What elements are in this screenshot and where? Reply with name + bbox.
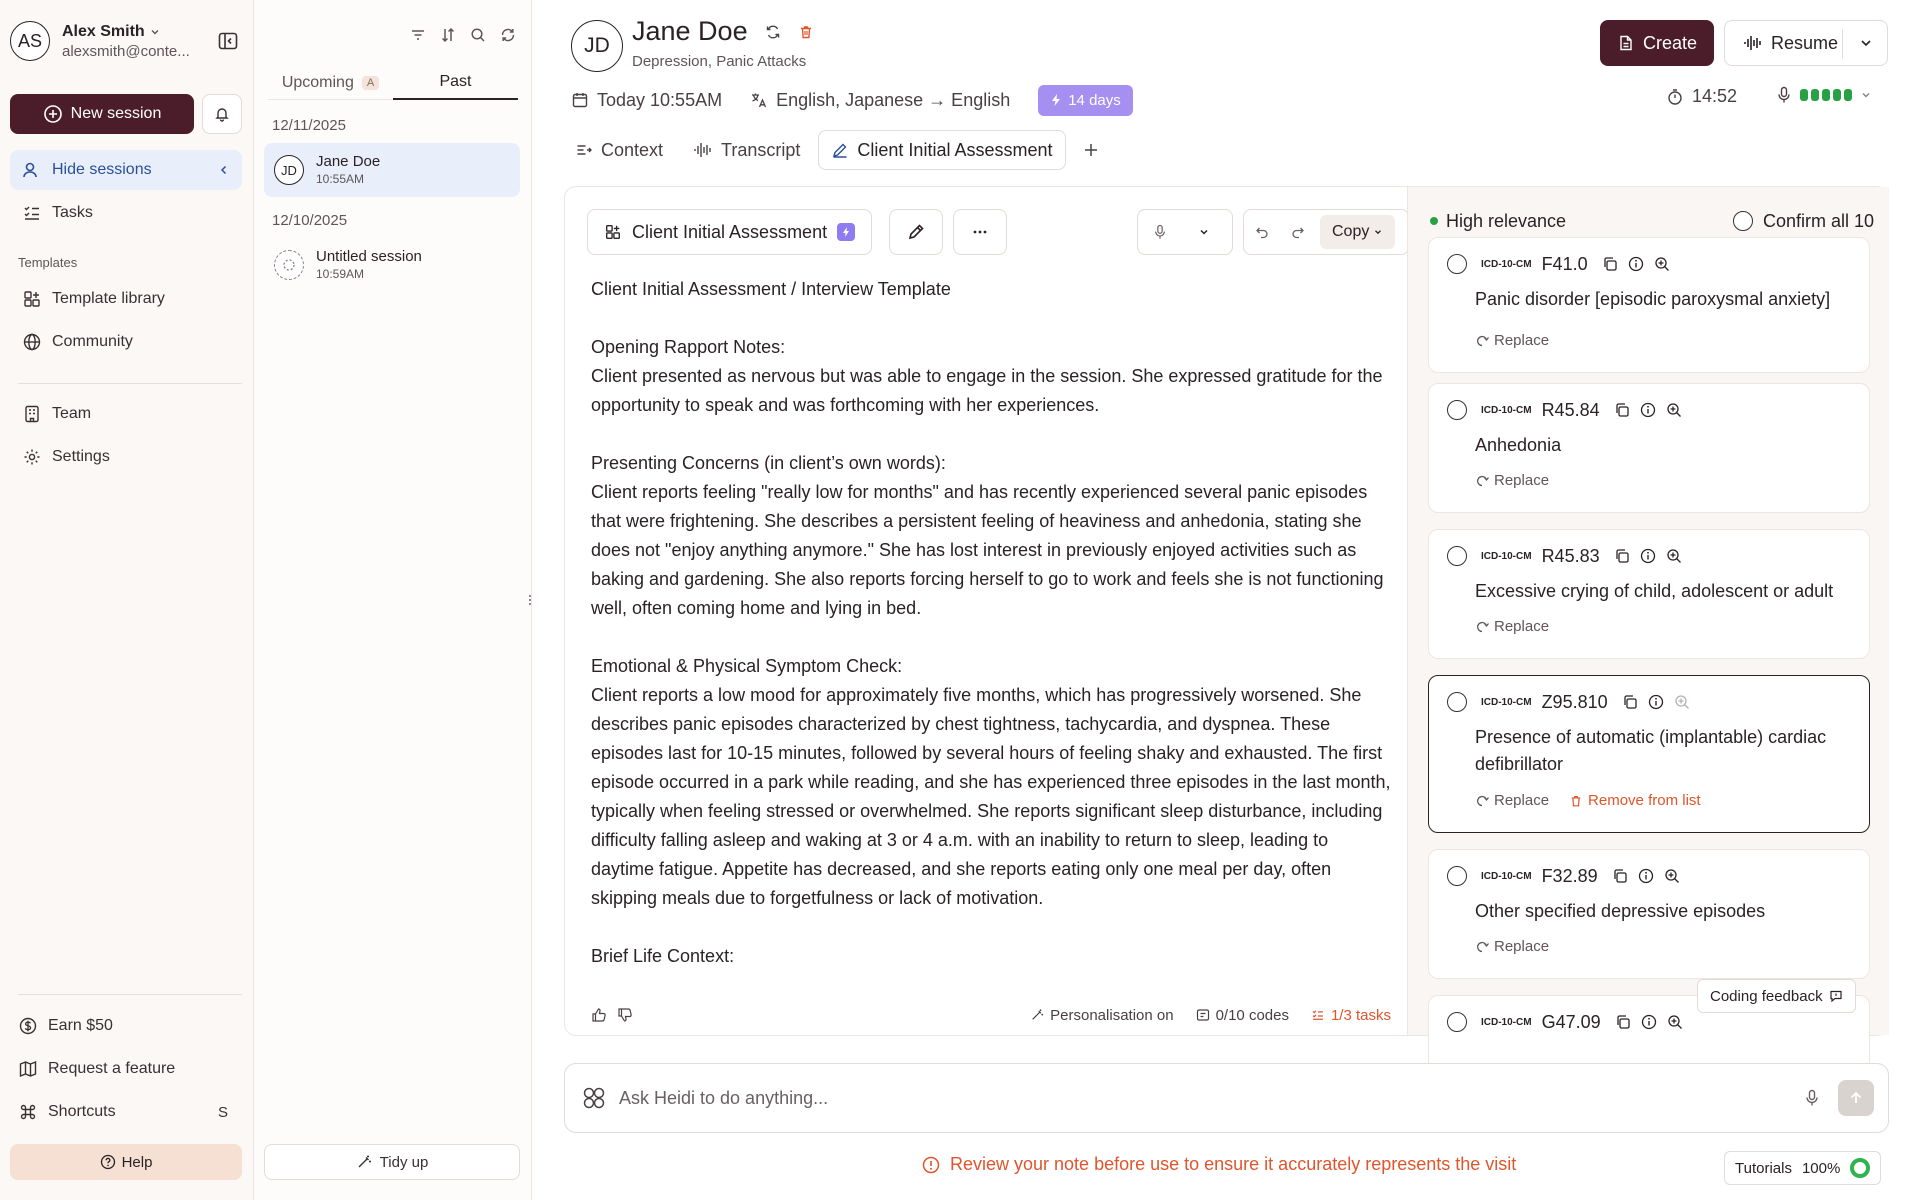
audio-waveform-icon	[1743, 34, 1763, 52]
ellipsis-icon	[970, 222, 990, 242]
session-languages-text: English, Japanese → English	[776, 89, 1011, 110]
history-copy-group	[1243, 209, 1409, 255]
note-paragraph: Emotional & Physical Symptom Check: Client reports a low mood for approximately five months, which has progressively worsened. She describes panic episodes characterized by chest tightness, tachycardia, and dyspnea. These episodes last for 10-15 minutes, followed by several hours of feeling shaky and exhausted. The first episode occurred in a park while reading, and she has experienced three episodes in the last month, typically when feeling stressed or overwhelmed. She reports significant sleep disturbance, including difficulty falling asleep and waking at 3 or 4 a.m. with an inability to return to sleep, leading to daytime fatigue. Appetite has decreased, and she reports eating only one meal per day, often skipping meals due to forgetfulness or lack of motivation.	[591, 656, 1391, 908]
upcoming-count-badge: A	[362, 76, 379, 90]
codes-count[interactable]	[1196, 1007, 1289, 1024]
zoom-in-icon[interactable]	[1666, 548, 1682, 564]
chevron-down-icon	[149, 26, 161, 38]
copy-label: Copy	[1332, 223, 1370, 240]
replace-icon	[1475, 334, 1489, 348]
user-name	[62, 22, 208, 42]
session-text	[316, 248, 422, 282]
info-icon[interactable]	[1641, 1014, 1657, 1030]
editor-card	[564, 186, 1889, 1036]
trial-days-text: 14 days	[1068, 91, 1121, 109]
tutorials-label: Tutorials	[1735, 1159, 1792, 1177]
command-icon	[18, 1102, 38, 1122]
edit-note-button[interactable]	[889, 209, 943, 255]
tutorials-progress: 100%	[1801, 1159, 1841, 1177]
code-actions	[1475, 938, 1549, 955]
tab-context-label: Context	[601, 139, 664, 160]
split-divider	[1842, 29, 1843, 59]
sidebar-item-earn[interactable]	[10, 1006, 242, 1046]
code-card	[1428, 383, 1870, 513]
checkbox	[1733, 211, 1753, 231]
replace-label: Replace	[1494, 332, 1550, 349]
zoom-in-icon[interactable]	[1654, 256, 1670, 272]
patient-name[interactable]: Jane Doe	[632, 16, 748, 46]
chevron-left-icon	[218, 164, 230, 176]
magic-wand-icon	[356, 1154, 372, 1170]
code-card	[1428, 237, 1870, 373]
code-value: R45.83	[1541, 545, 1600, 566]
pencil-icon	[906, 222, 926, 242]
user-name-text: Alex Smith	[62, 22, 145, 40]
arrow-up-icon	[1848, 1090, 1864, 1106]
chevron-down-icon	[1198, 226, 1210, 238]
code-description: Other specified depressive episodes	[1475, 901, 1766, 921]
sidebar-item-label: Template library	[52, 290, 165, 307]
tab-transcript[interactable]	[681, 130, 812, 170]
copy-button[interactable]	[1320, 215, 1395, 249]
message-icon	[1829, 989, 1843, 1003]
sidebar-item-hide-sessions[interactable]	[10, 150, 242, 190]
task-list-icon	[1311, 1008, 1325, 1022]
left-sidebar	[0, 0, 254, 1200]
info-icon[interactable]	[1628, 256, 1644, 272]
info-icon[interactable]	[1640, 402, 1656, 418]
tasks-count-text: 1/3 tasks	[1330, 1006, 1391, 1024]
tab-assessment-label: Client Initial Assessment	[857, 139, 1053, 160]
session-toolbar	[409, 26, 517, 44]
dollar-circle-icon	[18, 1016, 38, 1036]
search-icon[interactable]	[469, 26, 487, 44]
shortcut-key: S	[217, 1103, 228, 1121]
sidebar-divider	[18, 383, 242, 384]
ask-bar	[564, 1063, 1889, 1133]
session-date-text: Today 10:55AM	[597, 89, 723, 110]
replace-icon	[1475, 940, 1489, 954]
undo-button[interactable]	[1244, 210, 1280, 254]
patient-avatar: JD	[571, 20, 623, 72]
patient-conditions: Depression, Panic Attacks	[632, 53, 807, 70]
template-selector-button[interactable]	[587, 209, 872, 255]
review-warning	[922, 1154, 1516, 1175]
code-header	[1447, 1010, 1683, 1034]
templates-section-label: Templates	[18, 255, 78, 270]
code-actions	[1475, 472, 1549, 489]
chevron-down-icon	[1860, 89, 1872, 101]
translate-icon	[750, 91, 768, 109]
tidy-up-button[interactable]	[264, 1144, 520, 1180]
swap-patient-icon[interactable]	[764, 23, 782, 41]
tab-upcoming[interactable]	[268, 66, 393, 99]
session-meta-row	[571, 82, 1133, 118]
plus-icon	[1082, 141, 1100, 159]
dictate-group	[1137, 209, 1233, 255]
microphone-icon	[1153, 224, 1167, 240]
template-library-icon	[604, 223, 622, 241]
note-paragraph: Brief Life Context:	[591, 946, 735, 966]
copy-icon[interactable]	[1622, 694, 1638, 710]
code-system: ICD-10-CM	[1481, 258, 1532, 270]
timer-text: 14:52	[1692, 86, 1738, 106]
note-footer-status	[1030, 1007, 1391, 1024]
session-tabs	[268, 66, 518, 100]
replace-button[interactable]	[1475, 618, 1549, 635]
code-description: Presence of automatic (implantable) cardiac defibrillator	[1475, 727, 1827, 774]
session-time: 10:59AM	[316, 267, 365, 281]
gear-icon	[22, 447, 42, 467]
session-date[interactable]	[571, 90, 722, 111]
session-date-label: 12/11/2025	[272, 117, 346, 134]
audio-waveform-icon	[693, 141, 713, 159]
tab-past[interactable]	[393, 66, 518, 100]
sidebar-item-label: Request a feature	[48, 1060, 176, 1077]
note-paragraph: Opening Rapport Notes: Client presented as nervous but was able to engage in the session. She expressed gratitude for the opportunity to speak and was forthcoming with her experiences.	[591, 337, 1383, 415]
code-description: Anhedonia	[1475, 435, 1562, 455]
code-checkbox[interactable]	[1447, 692, 1467, 712]
replace-button[interactable]	[1475, 792, 1549, 809]
sessions-panel	[254, 0, 532, 1200]
code-value: G47.09	[1541, 1011, 1601, 1032]
code-card-selected	[1428, 675, 1870, 833]
question-circle-icon	[100, 1154, 116, 1170]
review-warning-text: Review your note before use to ensure it accurately represents the visit	[950, 1154, 1517, 1174]
sidebar-item-label: Tasks	[52, 204, 93, 221]
code-actions	[1475, 332, 1549, 349]
session-title: Jane Doe	[316, 153, 381, 170]
copy-icon[interactable]	[1614, 402, 1630, 418]
zoom-in-icon[interactable]	[1667, 1014, 1683, 1030]
dictate-options-button[interactable]	[1182, 210, 1226, 254]
coding-feedback-label: Coding feedback	[1710, 987, 1823, 1005]
filter-icon[interactable]	[409, 26, 427, 44]
code-system: ICD-10-CM	[1481, 550, 1532, 562]
note-paragraph: Presenting Concerns (in client’s own words): Client reports feeling "really low for months" and has recently experienced several panic episodes that were frightening. She describes a persistent feeling of heaviness and anhedonia, stating she does not "enjoy anything anymore." She has lost interest in previously enjoyed activities such as baking and gardening. She also reports forcing herself to go to work and feels she is not functioning well, often coming home and lying in bed.	[591, 453, 1384, 618]
remove-from-list-button[interactable]	[1569, 792, 1701, 809]
resume-button[interactable]	[1724, 20, 1888, 66]
help-button[interactable]	[10, 1144, 242, 1180]
replace-icon	[1475, 474, 1489, 488]
tasks-count[interactable]	[1311, 1007, 1391, 1024]
user-info	[62, 22, 208, 61]
personalisation-text: Personalisation on	[1050, 1006, 1174, 1024]
zoom-in-icon[interactable]	[1664, 868, 1680, 884]
confirm-all-label: Confirm all 10	[1762, 210, 1874, 231]
note-tabs	[563, 130, 1110, 170]
replace-label: Replace	[1494, 938, 1550, 955]
code-card	[1428, 529, 1870, 659]
tab-past-label: Past	[439, 73, 472, 90]
template-library-icon	[22, 289, 42, 309]
trash-icon[interactable]	[798, 24, 814, 40]
info-icon[interactable]	[1648, 694, 1664, 710]
sidebar-item-team[interactable]	[10, 394, 242, 434]
session-languages[interactable]	[750, 90, 1010, 111]
alert-circle-icon	[922, 1156, 940, 1174]
sidebar-item-label: Hide sessions	[52, 161, 152, 178]
notifications-button[interactable]	[202, 94, 242, 134]
sidebar-item-template-library[interactable]	[10, 279, 242, 319]
codes-pane	[1407, 187, 1889, 1035]
session-title: Untitled session	[316, 248, 422, 265]
copy-icon[interactable]	[1612, 868, 1628, 884]
chevron-down-icon	[1373, 227, 1383, 237]
mic-level-selector[interactable]	[1776, 86, 1872, 104]
pen-icon	[831, 141, 849, 159]
map-icon	[18, 1059, 38, 1079]
more-options-button[interactable]	[953, 209, 1007, 255]
globe-icon	[22, 332, 42, 352]
code-description: Excessive crying of child, adolescent or adult	[1475, 581, 1834, 601]
resume-label: Resume	[1771, 32, 1839, 53]
info-icon[interactable]	[1638, 868, 1654, 884]
calendar-icon	[571, 91, 589, 109]
code-header	[1447, 690, 1690, 714]
relevance-dot	[1430, 217, 1438, 225]
loading-spinner-icon	[274, 250, 304, 280]
stopwatch-icon	[1666, 88, 1684, 106]
replace-label: Replace	[1494, 472, 1550, 489]
chevron-down-icon[interactable]	[1859, 36, 1873, 50]
help-label: Help	[121, 1153, 153, 1171]
redo-button[interactable]	[1280, 210, 1316, 254]
session-avatar: JD	[274, 155, 304, 185]
task-list-icon	[22, 203, 42, 223]
info-icon[interactable]	[1640, 548, 1656, 564]
sidebar-item-tasks[interactable]	[10, 193, 242, 233]
template-name: Client Initial Assessment	[632, 221, 828, 242]
document-icon	[1617, 34, 1635, 52]
plus-circle-icon	[43, 104, 63, 124]
replace-label: Replace	[1494, 792, 1550, 809]
copy-icon[interactable]	[1615, 1014, 1631, 1030]
redo-icon	[1291, 225, 1305, 239]
trash-icon	[1569, 794, 1583, 808]
codes-count-text: 0/10 codes	[1215, 1006, 1289, 1024]
tab-context[interactable]	[563, 130, 675, 170]
new-session-button[interactable]	[10, 94, 194, 134]
code-card	[1428, 849, 1870, 979]
codes-heading: High relevance	[1446, 210, 1567, 231]
zoom-in-icon[interactable]	[1674, 694, 1690, 710]
code-header	[1447, 398, 1682, 422]
replace-label: Replace	[1494, 618, 1550, 635]
session-timer	[1666, 86, 1737, 107]
create-label: Create	[1642, 32, 1698, 53]
sidebar-item-label: Community	[52, 333, 133, 350]
magic-wand-icon	[1030, 1008, 1044, 1022]
replace-button[interactable]	[1475, 332, 1549, 349]
sidebar-item-label: Settings	[52, 448, 110, 465]
remove-label: Remove from list	[1588, 792, 1701, 809]
session-time: 10:55AM	[316, 172, 365, 186]
codes-header	[1430, 207, 1874, 235]
codes-list	[1428, 247, 1870, 1035]
tab-transcript-label: Transcript	[721, 139, 801, 160]
replace-icon	[1475, 620, 1489, 634]
tutorials-button[interactable]	[1724, 1151, 1881, 1185]
ai-sparkle-icon	[837, 223, 855, 241]
building-icon	[22, 404, 42, 424]
replace-button[interactable]	[1475, 938, 1549, 955]
undo-icon	[1255, 225, 1269, 239]
code-system: ICD-10-CM	[1481, 870, 1532, 882]
sidebar-divider	[18, 994, 242, 995]
session-item[interactable]	[264, 143, 520, 197]
note-toolbar	[587, 209, 1387, 255]
code-checkbox[interactable]	[1447, 866, 1467, 886]
confirm-all-checkbox[interactable]	[1733, 211, 1874, 232]
thumbs-up-icon[interactable]	[591, 1007, 607, 1023]
replace-icon	[1475, 794, 1489, 808]
note-content[interactable]	[591, 275, 1391, 965]
bell-icon	[214, 106, 230, 122]
add-tab-button[interactable]	[1072, 130, 1110, 170]
code-checkbox[interactable]	[1447, 1012, 1467, 1032]
tidy-up-label: Tidy up	[379, 1153, 429, 1171]
progress-ring-icon	[1850, 1158, 1870, 1178]
code-checkbox[interactable]	[1447, 254, 1467, 274]
code-value: R45.84	[1541, 399, 1600, 420]
code-value: F32.89	[1541, 865, 1598, 886]
note-paragraph: Client Initial Assessment / Interview Template	[591, 279, 951, 299]
user-email: alexsmith@conte...	[62, 42, 190, 60]
collapse-sidebar-icon[interactable]	[214, 27, 242, 55]
sidebar-item-request-feature[interactable]	[10, 1049, 242, 1089]
code-box-icon	[1196, 1008, 1210, 1022]
dictate-button[interactable]	[1138, 210, 1182, 254]
code-header	[1447, 544, 1682, 568]
microphone-icon[interactable]	[1804, 1089, 1820, 1107]
tab-client-initial-assessment[interactable]	[818, 130, 1065, 170]
session-text	[316, 153, 380, 187]
lightning-icon	[1050, 93, 1062, 107]
feedback-thumbs	[591, 1007, 633, 1023]
code-header	[1447, 252, 1670, 276]
tab-upcoming-label: Upcoming	[281, 73, 354, 91]
sidebar-item-label: Team	[52, 405, 92, 422]
sidebar-item-settings[interactable]	[10, 437, 242, 477]
thumbs-down-icon[interactable]	[617, 1007, 633, 1023]
code-value: F41.0	[1541, 253, 1588, 274]
user-menu[interactable]	[10, 18, 242, 64]
zoom-in-icon[interactable]	[1666, 402, 1682, 418]
code-value: Z95.810	[1541, 691, 1608, 712]
new-session-label: New session	[70, 105, 162, 122]
sort-icon[interactable]	[439, 26, 457, 44]
trial-days-badge[interactable]	[1038, 85, 1133, 116]
code-system: ICD-10-CM	[1481, 1016, 1532, 1028]
coding-feedback-button[interactable]	[1697, 979, 1856, 1013]
copy-icon[interactable]	[1602, 256, 1618, 272]
code-description: Panic disorder [episodic paroxysmal anxiety]	[1475, 289, 1831, 309]
ask-input[interactable]	[619, 1088, 1804, 1109]
sidebar-item-shortcuts[interactable]	[10, 1092, 242, 1132]
code-checkbox[interactable]	[1447, 400, 1467, 420]
code-system: ICD-10-CM	[1481, 696, 1532, 708]
note-pane	[565, 187, 1407, 1035]
code-checkbox[interactable]	[1447, 546, 1467, 566]
create-button[interactable]	[1600, 20, 1714, 66]
user-avatar: AS	[10, 21, 50, 61]
send-button[interactable]	[1838, 1080, 1874, 1116]
sidebar-item-community[interactable]	[10, 322, 242, 362]
copy-icon[interactable]	[1614, 548, 1630, 564]
context-icon	[575, 141, 593, 159]
sidebar-item-label: Shortcuts	[48, 1103, 116, 1120]
code-system: ICD-10-CM	[1481, 404, 1532, 416]
session-item[interactable]	[264, 238, 520, 292]
user-search-icon	[22, 160, 42, 180]
sidebar-item-label: Earn $50	[48, 1017, 113, 1034]
refresh-icon[interactable]	[499, 26, 517, 44]
code-header	[1447, 864, 1680, 888]
patient-header	[632, 16, 814, 47]
microphone-icon	[1776, 86, 1792, 104]
heidi-logo-icon	[581, 1085, 607, 1111]
mic-level-meter	[1800, 89, 1852, 101]
personalisation-toggle[interactable]	[1030, 1007, 1173, 1024]
code-actions	[1475, 618, 1549, 635]
code-actions	[1475, 792, 1701, 809]
session-date-label: 12/10/2025	[272, 212, 348, 229]
replace-button[interactable]	[1475, 472, 1549, 489]
note-footer	[591, 1003, 1391, 1027]
